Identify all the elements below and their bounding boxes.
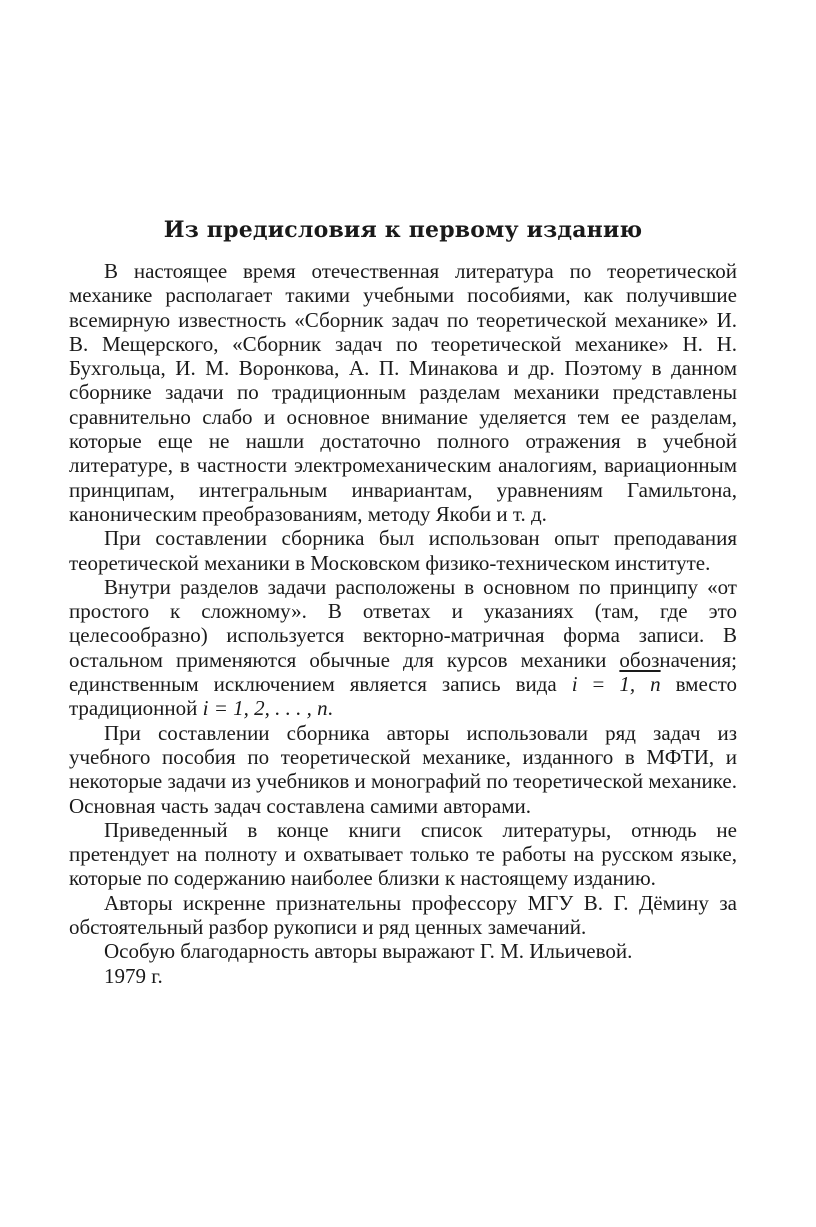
notation-text-before: Внутри разделов задачи расположены в основном по принципу «от простого к сложному». В ответах и указаниях (там, где это целесообразно) используется векторно-матричная форма записи. В остальном применяются обычные для курсов механики обозначения; единственным исключением является запись вида — [69, 574, 737, 697]
date-line: 1979 г. — [104, 963, 163, 988]
paragraph-6: Авторы искренне признательны профессору МГУ В. Г. Дёмину за обстоятельный разбор рукописи и ряд ценных замечаний. — [69, 890, 737, 940]
paragraph-2: При составлении сборника был использован опыт преподавания теоретической механики в Московском физико-техническом институте. — [69, 526, 737, 575]
paragraph-4: При составлении сборника авторы использовали ряд задач из учебного пособия по теоретической механике, изданного в МФТИ, и некоторые задачи из учебников и монографий по теоретической механике. Основная часть задач составлена самими авторами. — [69, 720, 737, 818]
paragraph-1: В настоящее время отечественная литература по теоретической механике располагает такими учебными пособиями, как получившие всемирную известность «Сборник задач по теоретической механике» И. В. Мещерского, «Сборник задач по теоретической механике» Н. Н. Бухгольца, И. М. Воронкова, А. П. Минакова и др. Поэтому в данном сборнике задачи по традиционным разделам механики представлены сравнительно слабо и основное внимание уделяется тем ее разделам, которые еще не нашли достаточно полного отражения в учебной литературе, в частности электромеханическим аналогиям, вариационным принципам, интегральным инвариантам, уравнениям Гамильтона, каноническим преобразованиям, методу Якоби и т. д. — [69, 259, 737, 526]
document-page — [69, 213, 737, 988]
paragraph-7: Особую благодарность авторы выражают Г. М. Ильичевой. — [104, 939, 633, 964]
formula-equals: = — [577, 672, 620, 697]
formula-range: 1, n — [619, 672, 661, 697]
notation-text-end: . — [327, 696, 333, 721]
paragraph-5: Приведенный в конце книги список литературы, отнюдь не претендует на полноту и охватывает только те работы на русском языке, которые по содержанию наиболее близки к настоящему изданию. — [69, 817, 737, 891]
notation-text-middle: вместо традиционной — [69, 672, 738, 721]
page-title: Из предисловия к первому изданию — [163, 217, 643, 243]
paragraph-notation — [69, 575, 737, 721]
traditional-formula: i = 1, 2, . . . , n — [202, 696, 328, 721]
formula-variable: i — [571, 672, 578, 697]
